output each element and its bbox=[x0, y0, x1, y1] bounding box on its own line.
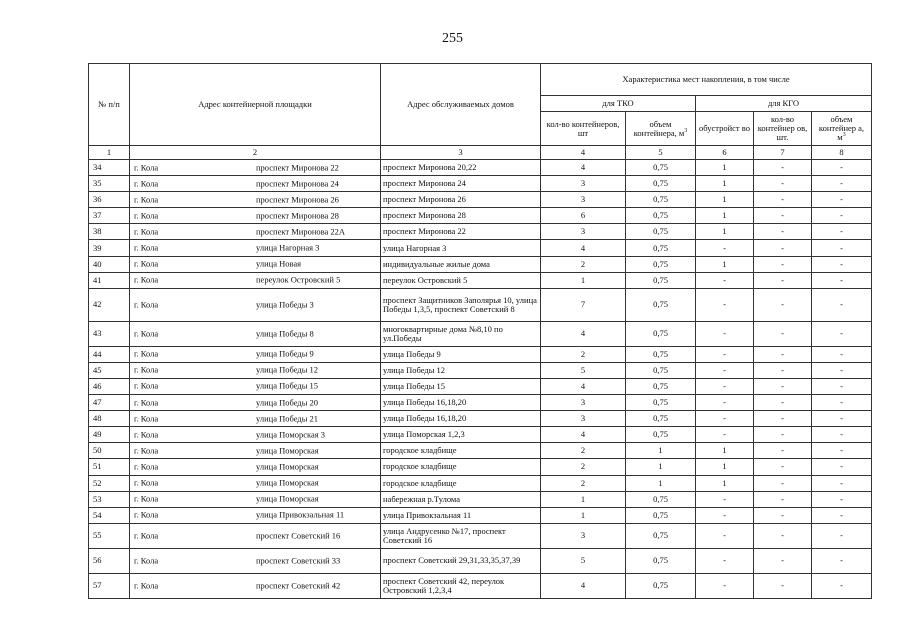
row-number-cell: 41 bbox=[89, 272, 130, 288]
table-row bbox=[89, 346, 872, 362]
city-name: г. Кола bbox=[134, 364, 159, 375]
tko-count-cell: 4 bbox=[541, 240, 626, 256]
city-name: г. Кола bbox=[134, 162, 159, 173]
tko-count-cell: 6 bbox=[541, 208, 626, 224]
served-houses-cell: улица Нагорная 3 bbox=[381, 240, 541, 256]
served-houses-cell: городское кладбище bbox=[381, 459, 541, 475]
kgo-volume-cell: - bbox=[812, 573, 872, 598]
tko-volume-cell: 0,75 bbox=[626, 272, 696, 288]
served-houses-cell: многоквартирные дома №8,10 по ул.Победы bbox=[381, 321, 541, 346]
table-row bbox=[89, 459, 872, 475]
tko-count-cell: 1 bbox=[541, 272, 626, 288]
served-houses-cell: проспект Защитников Заполярья 10, улица Победы 1,3,5, проспект Советский 8 bbox=[381, 288, 541, 321]
header-kgo-equipped: обустройст во bbox=[696, 112, 754, 146]
tko-count-cell: 4 bbox=[541, 573, 626, 598]
header-container-address: Адрес контейнерной площадки bbox=[130, 64, 381, 146]
city-name: г. Кола bbox=[134, 194, 159, 205]
street-name: улица Поморская 3 bbox=[256, 429, 326, 440]
kgo-volume-cell: - bbox=[812, 346, 872, 362]
served-houses-cell: городское кладбище bbox=[381, 475, 541, 491]
row-number-cell: 39 bbox=[89, 240, 130, 256]
tko-count-cell: 4 bbox=[541, 427, 626, 443]
street-name: проспект Миронова 26 bbox=[256, 194, 339, 205]
table-row bbox=[89, 427, 872, 443]
kgo-volume-cell: - bbox=[812, 395, 872, 411]
served-houses-cell: переулок Островский 5 bbox=[381, 272, 541, 288]
table-row bbox=[89, 395, 872, 411]
table-row bbox=[89, 321, 872, 346]
kgo-count-cell: - bbox=[754, 443, 812, 459]
kgo-equipped-cell: 1 bbox=[696, 160, 754, 176]
col-number: 2 bbox=[130, 146, 381, 160]
street-name: проспект Советский 42 bbox=[256, 580, 341, 591]
kgo-equipped-cell: - bbox=[696, 411, 754, 427]
col-number: 5 bbox=[626, 146, 696, 160]
col-number: 4 bbox=[541, 146, 626, 160]
street-name: улица Поморская bbox=[256, 477, 319, 488]
row-number-cell: 44 bbox=[89, 346, 130, 362]
kgo-count-cell: - bbox=[754, 362, 812, 378]
table-row bbox=[89, 208, 872, 224]
kgo-volume-cell: - bbox=[812, 523, 872, 548]
row-number-cell: 42 bbox=[89, 288, 130, 321]
tko-count-cell: 3 bbox=[541, 523, 626, 548]
kgo-volume-cell: - bbox=[812, 411, 872, 427]
city-name: г. Кола bbox=[134, 258, 159, 269]
kgo-volume-cell: - bbox=[812, 176, 872, 192]
tko-volume-cell: 1 bbox=[626, 475, 696, 491]
city-name: г. Кола bbox=[134, 580, 159, 591]
served-houses-cell: городское кладбище bbox=[381, 443, 541, 459]
table-row bbox=[89, 362, 872, 378]
kgo-count-cell: - bbox=[754, 160, 812, 176]
kgo-count-cell: - bbox=[754, 395, 812, 411]
tko-volume-cell: 0,75 bbox=[626, 395, 696, 411]
kgo-volume-cell: - bbox=[812, 443, 872, 459]
container-address-cell bbox=[130, 240, 381, 256]
served-houses-cell: набережная р.Тулома bbox=[381, 491, 541, 507]
served-houses-cell: индивидуальные жилые дома bbox=[381, 256, 541, 272]
kgo-equipped-cell: - bbox=[696, 362, 754, 378]
header-tko: для ТКО bbox=[541, 96, 696, 112]
tko-count-cell: 2 bbox=[541, 475, 626, 491]
tko-count-cell: 7 bbox=[541, 288, 626, 321]
page-number: 255 bbox=[442, 31, 463, 46]
kgo-equipped-cell: - bbox=[696, 288, 754, 321]
served-houses-cell: проспект Миронова 20,22 bbox=[381, 160, 541, 176]
container-address-cell bbox=[130, 208, 381, 224]
kgo-equipped-cell: 1 bbox=[696, 475, 754, 491]
tko-volume-cell: 0,75 bbox=[626, 240, 696, 256]
city-name: г. Кола bbox=[134, 493, 159, 504]
city-name: г. Кола bbox=[134, 380, 159, 391]
kgo-equipped-cell: - bbox=[696, 346, 754, 362]
city-name: г. Кола bbox=[134, 178, 159, 189]
kgo-volume-cell: - bbox=[812, 288, 872, 321]
container-address-cell bbox=[130, 160, 381, 176]
kgo-volume-cell: - bbox=[812, 427, 872, 443]
kgo-count-cell: - bbox=[754, 192, 812, 208]
row-number-cell: 34 bbox=[89, 160, 130, 176]
table-row bbox=[89, 411, 872, 427]
row-number-cell: 45 bbox=[89, 362, 130, 378]
street-name: улица Победы 15 bbox=[256, 380, 319, 391]
served-houses-cell: проспект Миронова 26 bbox=[381, 192, 541, 208]
served-houses-cell: проспект Миронова 28 bbox=[381, 208, 541, 224]
tko-count-cell: 4 bbox=[541, 160, 626, 176]
row-number-cell: 46 bbox=[89, 378, 130, 394]
row-number-cell: 57 bbox=[89, 573, 130, 598]
served-houses-cell: проспект Миронова 24 bbox=[381, 176, 541, 192]
container-address-cell bbox=[130, 256, 381, 272]
city-name: г. Кола bbox=[134, 555, 159, 566]
container-address-cell bbox=[130, 192, 381, 208]
kgo-count-cell: - bbox=[754, 427, 812, 443]
table-row bbox=[89, 160, 872, 176]
kgo-equipped-cell: - bbox=[696, 321, 754, 346]
kgo-volume-cell: - bbox=[812, 240, 872, 256]
street-name: улица Привокзальная 11 bbox=[256, 509, 345, 520]
kgo-equipped-cell: 1 bbox=[696, 208, 754, 224]
container-address-cell bbox=[130, 288, 381, 321]
kgo-count-cell: - bbox=[754, 523, 812, 548]
col-number: 8 bbox=[812, 146, 872, 160]
row-number-cell: 36 bbox=[89, 192, 130, 208]
tko-count-cell: 4 bbox=[541, 378, 626, 394]
served-houses-cell: проспект Советский 29,31,33,35,37,39 bbox=[381, 548, 541, 573]
tko-count-cell: 3 bbox=[541, 224, 626, 240]
container-address-cell bbox=[130, 491, 381, 507]
tko-volume-cell: 0,75 bbox=[626, 523, 696, 548]
kgo-equipped-cell: - bbox=[696, 272, 754, 288]
row-number-cell: 43 bbox=[89, 321, 130, 346]
tko-volume-cell: 0,75 bbox=[626, 548, 696, 573]
container-address-cell bbox=[130, 272, 381, 288]
table-row bbox=[89, 272, 872, 288]
container-address-cell bbox=[130, 573, 381, 598]
row-number-cell: 51 bbox=[89, 459, 130, 475]
tko-volume-cell: 0,75 bbox=[626, 192, 696, 208]
container-address-cell bbox=[130, 548, 381, 573]
kgo-volume-cell: - bbox=[812, 256, 872, 272]
row-number-cell: 38 bbox=[89, 224, 130, 240]
tko-count-cell: 3 bbox=[541, 395, 626, 411]
tko-count-cell: 1 bbox=[541, 507, 626, 523]
street-name: проспект Миронова 22 bbox=[256, 162, 339, 173]
street-name: проспект Миронова 28 bbox=[256, 210, 339, 221]
row-number-cell: 49 bbox=[89, 427, 130, 443]
tko-volume-cell: 0,75 bbox=[626, 346, 696, 362]
served-houses-cell: улица Победы 16,18,20 bbox=[381, 395, 541, 411]
kgo-equipped-cell: 1 bbox=[696, 459, 754, 475]
street-name: улица Победы 21 bbox=[256, 413, 319, 424]
header-served-houses: Адрес обслуживаемых домов bbox=[381, 64, 541, 146]
served-houses-cell: улица Поморская 1,2,3 bbox=[381, 427, 541, 443]
city-name: г. Кола bbox=[134, 242, 159, 253]
kgo-volume-cell: - bbox=[812, 491, 872, 507]
tko-volume-cell: 1 bbox=[626, 443, 696, 459]
header-num: № п/п bbox=[89, 64, 130, 146]
tko-volume-cell: 0,75 bbox=[626, 321, 696, 346]
kgo-equipped-cell: - bbox=[696, 427, 754, 443]
col-number: 7 bbox=[754, 146, 812, 160]
city-name: г. Кола bbox=[134, 274, 159, 285]
kgo-volume-cell: - bbox=[812, 321, 872, 346]
header-kgo-count: кол-во контейнер ов, шт. bbox=[754, 112, 812, 146]
container-sites-table bbox=[88, 63, 872, 599]
table-row bbox=[89, 224, 872, 240]
kgo-equipped-cell: 1 bbox=[696, 443, 754, 459]
table-row bbox=[89, 443, 872, 459]
kgo-count-cell: - bbox=[754, 491, 812, 507]
kgo-count-cell: - bbox=[754, 346, 812, 362]
kgo-count-cell: - bbox=[754, 411, 812, 427]
header-tko-count: кол-во контейнеров, шт bbox=[541, 112, 626, 146]
tko-count-cell: 5 bbox=[541, 362, 626, 378]
table-row bbox=[89, 288, 872, 321]
kgo-count-cell: - bbox=[754, 573, 812, 598]
kgo-equipped-cell: - bbox=[696, 573, 754, 598]
city-name: г. Кола bbox=[134, 429, 159, 440]
table-row bbox=[89, 192, 872, 208]
kgo-equipped-cell: - bbox=[696, 507, 754, 523]
header-tko-volume: объем контейнера, $м^3$ bbox=[626, 112, 696, 146]
header-kgo: для КГО bbox=[696, 96, 872, 112]
tko-volume-cell: 0,75 bbox=[626, 573, 696, 598]
kgo-volume-cell: - bbox=[812, 507, 872, 523]
street-name: улица Победы 8 bbox=[256, 328, 314, 339]
container-address-cell bbox=[130, 475, 381, 491]
kgo-count-cell: - bbox=[754, 475, 812, 491]
tko-count-cell: 2 bbox=[541, 443, 626, 459]
city-name: г. Кола bbox=[134, 509, 159, 520]
tko-volume-cell: 0,75 bbox=[626, 411, 696, 427]
served-houses-cell: улица Победы 15 bbox=[381, 378, 541, 394]
table-row bbox=[89, 548, 872, 573]
row-number-cell: 35 bbox=[89, 176, 130, 192]
served-houses-cell: улица Привокзальная 11 bbox=[381, 507, 541, 523]
col-number: 1 bbox=[89, 146, 130, 160]
city-name: г. Кола bbox=[134, 299, 159, 310]
served-houses-cell: улица Победы 16,18,20 bbox=[381, 411, 541, 427]
tko-count-cell: 1 bbox=[541, 491, 626, 507]
tko-count-cell: 5 bbox=[541, 548, 626, 573]
kgo-count-cell: - bbox=[754, 378, 812, 394]
street-name: улица Победы 20 bbox=[256, 397, 319, 408]
tko-volume-cell: 0,75 bbox=[626, 160, 696, 176]
kgo-equipped-cell: 1 bbox=[696, 176, 754, 192]
col-number: 6 bbox=[696, 146, 754, 160]
container-address-cell bbox=[130, 176, 381, 192]
kgo-volume-cell: - bbox=[812, 224, 872, 240]
container-address-cell bbox=[130, 523, 381, 548]
tko-volume-cell: 0,75 bbox=[626, 491, 696, 507]
kgo-volume-cell: - bbox=[812, 272, 872, 288]
table-row bbox=[89, 507, 872, 523]
container-address-cell bbox=[130, 321, 381, 346]
street-name: улица Поморская bbox=[256, 493, 319, 504]
city-name: г. Кола bbox=[134, 210, 159, 221]
kgo-volume-cell: - bbox=[812, 459, 872, 475]
kgo-equipped-cell: - bbox=[696, 240, 754, 256]
kgo-count-cell: - bbox=[754, 256, 812, 272]
container-address-cell bbox=[130, 459, 381, 475]
street-name: улица Поморская bbox=[256, 461, 319, 472]
kgo-count-cell: - bbox=[754, 176, 812, 192]
table-row bbox=[89, 378, 872, 394]
row-number-cell: 48 bbox=[89, 411, 130, 427]
table-row bbox=[89, 523, 872, 548]
city-name: г. Кола bbox=[134, 530, 159, 541]
city-name: г. Кола bbox=[134, 445, 159, 456]
kgo-volume-cell: - bbox=[812, 192, 872, 208]
table-body bbox=[89, 160, 872, 599]
table-row bbox=[89, 475, 872, 491]
column-number-row bbox=[89, 146, 872, 160]
table-row bbox=[89, 491, 872, 507]
row-number-cell: 47 bbox=[89, 395, 130, 411]
street-name: улица Новая bbox=[256, 258, 302, 269]
container-address-cell bbox=[130, 507, 381, 523]
kgo-count-cell: - bbox=[754, 224, 812, 240]
table-row bbox=[89, 240, 872, 256]
kgo-volume-cell: - bbox=[812, 362, 872, 378]
row-number-cell: 53 bbox=[89, 491, 130, 507]
kgo-count-cell: - bbox=[754, 507, 812, 523]
served-houses-cell: проспект Советский 42, переулок Островский 1,2,3,4 bbox=[381, 573, 541, 598]
street-name: проспект Миронова 22А bbox=[256, 226, 346, 237]
row-number-cell: 55 bbox=[89, 523, 130, 548]
table-row bbox=[89, 256, 872, 272]
kgo-equipped-cell: - bbox=[696, 395, 754, 411]
table-row bbox=[89, 176, 872, 192]
served-houses-cell: улица Победы 9 bbox=[381, 346, 541, 362]
street-name: проспект Миронова 24 bbox=[256, 178, 339, 189]
street-name: улица Нагорная 3 bbox=[256, 242, 320, 253]
kgo-count-cell: - bbox=[754, 240, 812, 256]
city-name: г. Кола bbox=[134, 328, 159, 339]
col-number: 3 bbox=[381, 146, 541, 160]
street-name: проспект Советский 33 bbox=[256, 555, 341, 566]
kgo-volume-cell: - bbox=[812, 160, 872, 176]
row-number-cell: 40 bbox=[89, 256, 130, 272]
street-name: улица Победы 3 bbox=[256, 299, 314, 310]
city-name: г. Кола bbox=[134, 348, 159, 359]
tko-volume-cell: 0,75 bbox=[626, 507, 696, 523]
street-name: переулок Островский 5 bbox=[256, 274, 341, 285]
container-address-cell bbox=[130, 395, 381, 411]
kgo-equipped-cell: - bbox=[696, 491, 754, 507]
tko-volume-cell: 0,75 bbox=[626, 378, 696, 394]
row-number-cell: 37 bbox=[89, 208, 130, 224]
kgo-count-cell: - bbox=[754, 459, 812, 475]
tko-volume-cell: 0,75 bbox=[626, 176, 696, 192]
tko-volume-cell: 0,75 bbox=[626, 427, 696, 443]
city-name: г. Кола bbox=[134, 477, 159, 488]
tko-count-cell: 3 bbox=[541, 411, 626, 427]
street-name: улица Победы 12 bbox=[256, 364, 319, 375]
served-houses-cell: улица Победы 12 bbox=[381, 362, 541, 378]
city-name: г. Кола bbox=[134, 397, 159, 408]
kgo-count-cell: - bbox=[754, 288, 812, 321]
kgo-volume-cell: - bbox=[812, 378, 872, 394]
street-name: улица Поморская bbox=[256, 445, 319, 456]
city-name: г. Кола bbox=[134, 461, 159, 472]
tko-volume-cell: 1 bbox=[626, 459, 696, 475]
tko-count-cell: 2 bbox=[541, 459, 626, 475]
container-address-cell bbox=[130, 224, 381, 240]
table-row bbox=[89, 573, 872, 598]
tko-volume-cell: 0,75 bbox=[626, 256, 696, 272]
kgo-equipped-cell: - bbox=[696, 378, 754, 394]
tko-volume-cell: 0,75 bbox=[626, 224, 696, 240]
tko-volume-cell: 0,75 bbox=[626, 362, 696, 378]
kgo-volume-cell: - bbox=[812, 208, 872, 224]
kgo-equipped-cell: 1 bbox=[696, 256, 754, 272]
tko-volume-cell: 0,75 bbox=[626, 208, 696, 224]
kgo-volume-cell: - bbox=[812, 475, 872, 491]
kgo-equipped-cell: - bbox=[696, 523, 754, 548]
container-address-cell bbox=[130, 362, 381, 378]
row-number-cell: 54 bbox=[89, 507, 130, 523]
tko-volume-cell: 0,75 bbox=[626, 288, 696, 321]
kgo-equipped-cell: 1 bbox=[696, 224, 754, 240]
served-houses-cell: проспект Миронова 22 bbox=[381, 224, 541, 240]
header-row-1 bbox=[89, 64, 872, 96]
kgo-volume-cell: - bbox=[812, 548, 872, 573]
tko-count-cell: 3 bbox=[541, 192, 626, 208]
header-kgo-volume: объем контейнер а, $м^3$ bbox=[812, 112, 872, 146]
kgo-count-cell: - bbox=[754, 548, 812, 573]
container-address-cell bbox=[130, 427, 381, 443]
tko-count-cell: 2 bbox=[541, 256, 626, 272]
kgo-count-cell: - bbox=[754, 208, 812, 224]
tko-count-cell: 4 bbox=[541, 321, 626, 346]
container-address-cell bbox=[130, 378, 381, 394]
kgo-equipped-cell: - bbox=[696, 548, 754, 573]
row-number-cell: 56 bbox=[89, 548, 130, 573]
street-name: проспект Советский 16 bbox=[256, 530, 341, 541]
kgo-count-cell: - bbox=[754, 321, 812, 346]
served-houses-cell: улица Андрусенко №17, проспект Советский 16 bbox=[381, 523, 541, 548]
tko-count-cell: 3 bbox=[541, 176, 626, 192]
container-address-cell bbox=[130, 411, 381, 427]
container-address-cell bbox=[130, 346, 381, 362]
header-characteristic: Характеристика мест накопления, в том числе bbox=[541, 64, 872, 96]
kgo-count-cell: - bbox=[754, 272, 812, 288]
kgo-equipped-cell: 1 bbox=[696, 192, 754, 208]
row-number-cell: 52 bbox=[89, 475, 130, 491]
street-name: улица Победы 9 bbox=[256, 348, 314, 359]
container-address-cell bbox=[130, 443, 381, 459]
tko-count-cell: 2 bbox=[541, 346, 626, 362]
row-number-cell: 50 bbox=[89, 443, 130, 459]
city-name: г. Кола bbox=[134, 413, 159, 424]
city-name: г. Кола bbox=[134, 226, 159, 237]
